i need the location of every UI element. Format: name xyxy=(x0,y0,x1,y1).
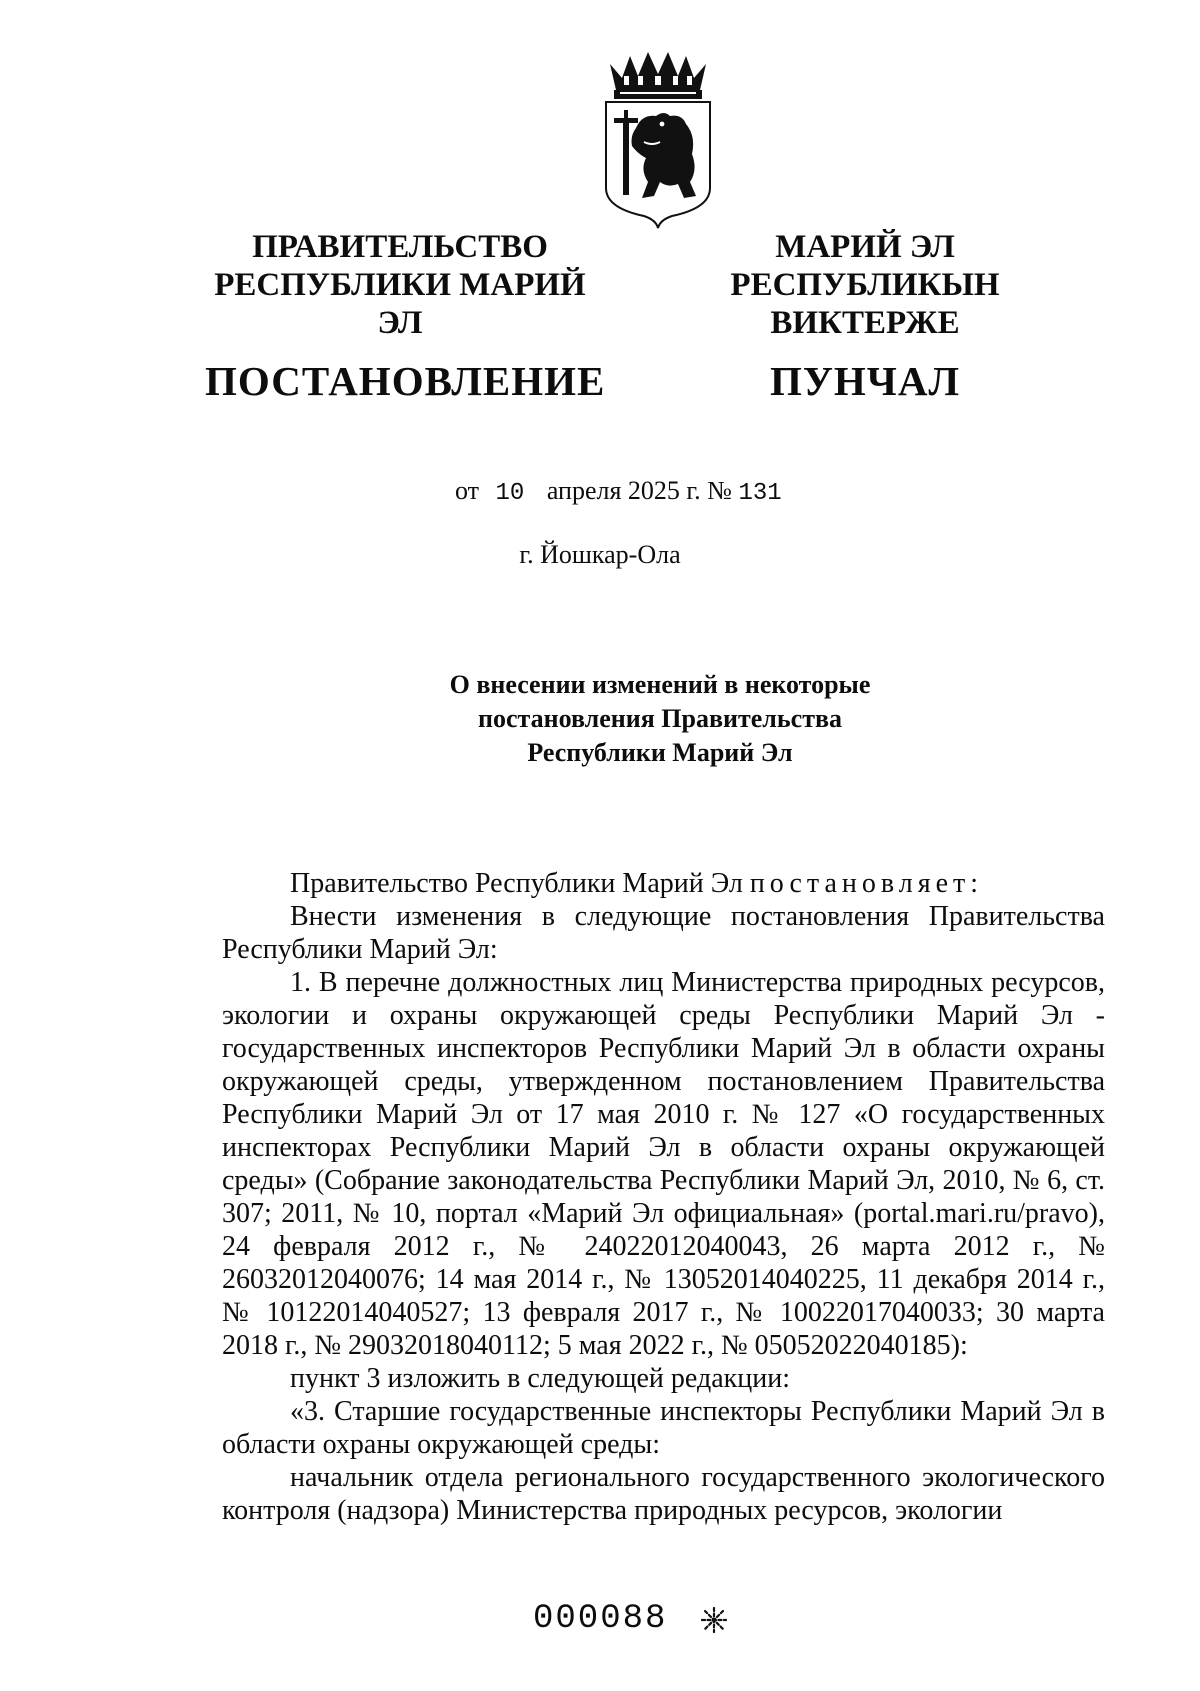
title-line: постановления Правительства xyxy=(478,704,842,733)
title-line: Республики Марий Эл xyxy=(527,738,793,767)
body-paragraph: 1. В перечне должностных лиц Министерства природных ресурсов, экологии и охраны окружающей среды Республики Марий Эл - государственных инспекторов Республики Марий Эл в области охраны окружающей среды, утвержденном постановлением Правительства Республики Марий Эл от 17 мая 2010 г. № 127 «О государственных инспекторах Республики Марий Эл в области охраны окружающей среды» (Собрание законодательства Республики Марий Эл, 2010, № 6, ст. 307; 2011, № 10, портал «Марий Эл официальная» (portal.mari.ru/pravo), 24 февраля 2012 г., № 24022012040043, 26 марта 2012 г., № 26032012040076; 14 мая 2014 г., № 13052014040225, 11 декабря 2014 г., № 10122014040527; 13 февраля 2017 г., № 10022017040033; 30 марта 2018 г., № 29032018040112; 5 мая 2022 г., № 05052022040185): xyxy=(222,967,1105,1361)
body-paragraph: начальник отдела регионального государственного экологического контроля (надзора) Министерства природных ресурсов, экологии xyxy=(222,1462,1105,1526)
body-paragraph: «3. Старшие государственные инспекторы Республики Марий Эл в области охраны окружающей среды: xyxy=(222,1396,1105,1460)
body-paragraph: пункт 3 изложить в следующей редакции: xyxy=(290,1363,790,1394)
header-left xyxy=(205,228,606,404)
serial-number: 000088 xyxy=(533,1600,668,1638)
body-paragraph: Внести изменения в следующие постановления Правительства Республики Марий Эл: xyxy=(222,901,1105,965)
title-line: О внесении изменений в некоторые xyxy=(449,670,871,699)
city: г. Йошкар-Ола xyxy=(519,540,681,569)
doc-number: 131 xyxy=(738,480,782,507)
org-name-ru-line1: ПРАВИТЕЛЬСТВО xyxy=(252,229,548,265)
org-name-ru-line2: РЕСПУБЛИКИ МАРИЙ ЭЛ xyxy=(214,267,586,341)
doc-kind-mari: ПУНЧАЛ xyxy=(769,358,961,404)
date-line xyxy=(455,476,782,507)
body-paragraph xyxy=(222,867,1105,900)
document-title xyxy=(300,668,1020,770)
org-name-mari-line2: ВИКТЕРЖЕ xyxy=(770,305,960,341)
org-name-mari-line1: МАРИЙ ЭЛ РЕСПУБЛИКЫН xyxy=(730,229,1000,303)
document-body xyxy=(222,867,1105,1527)
date-prefix: от xyxy=(455,476,480,505)
date-month-year: апреля 2025 г. № xyxy=(546,476,732,505)
resolution-verb: постановляет: xyxy=(749,868,984,899)
resolution-lead: Правительство Республики Марий Эл xyxy=(290,868,750,899)
date-day: 10 xyxy=(495,480,525,507)
coat-of-arms-icon xyxy=(598,50,718,232)
asterisk-mark-icon xyxy=(700,1606,728,1634)
header-right xyxy=(660,228,1070,403)
doc-kind-ru: ПОСТАНОВЛЕНИЕ xyxy=(205,358,606,404)
